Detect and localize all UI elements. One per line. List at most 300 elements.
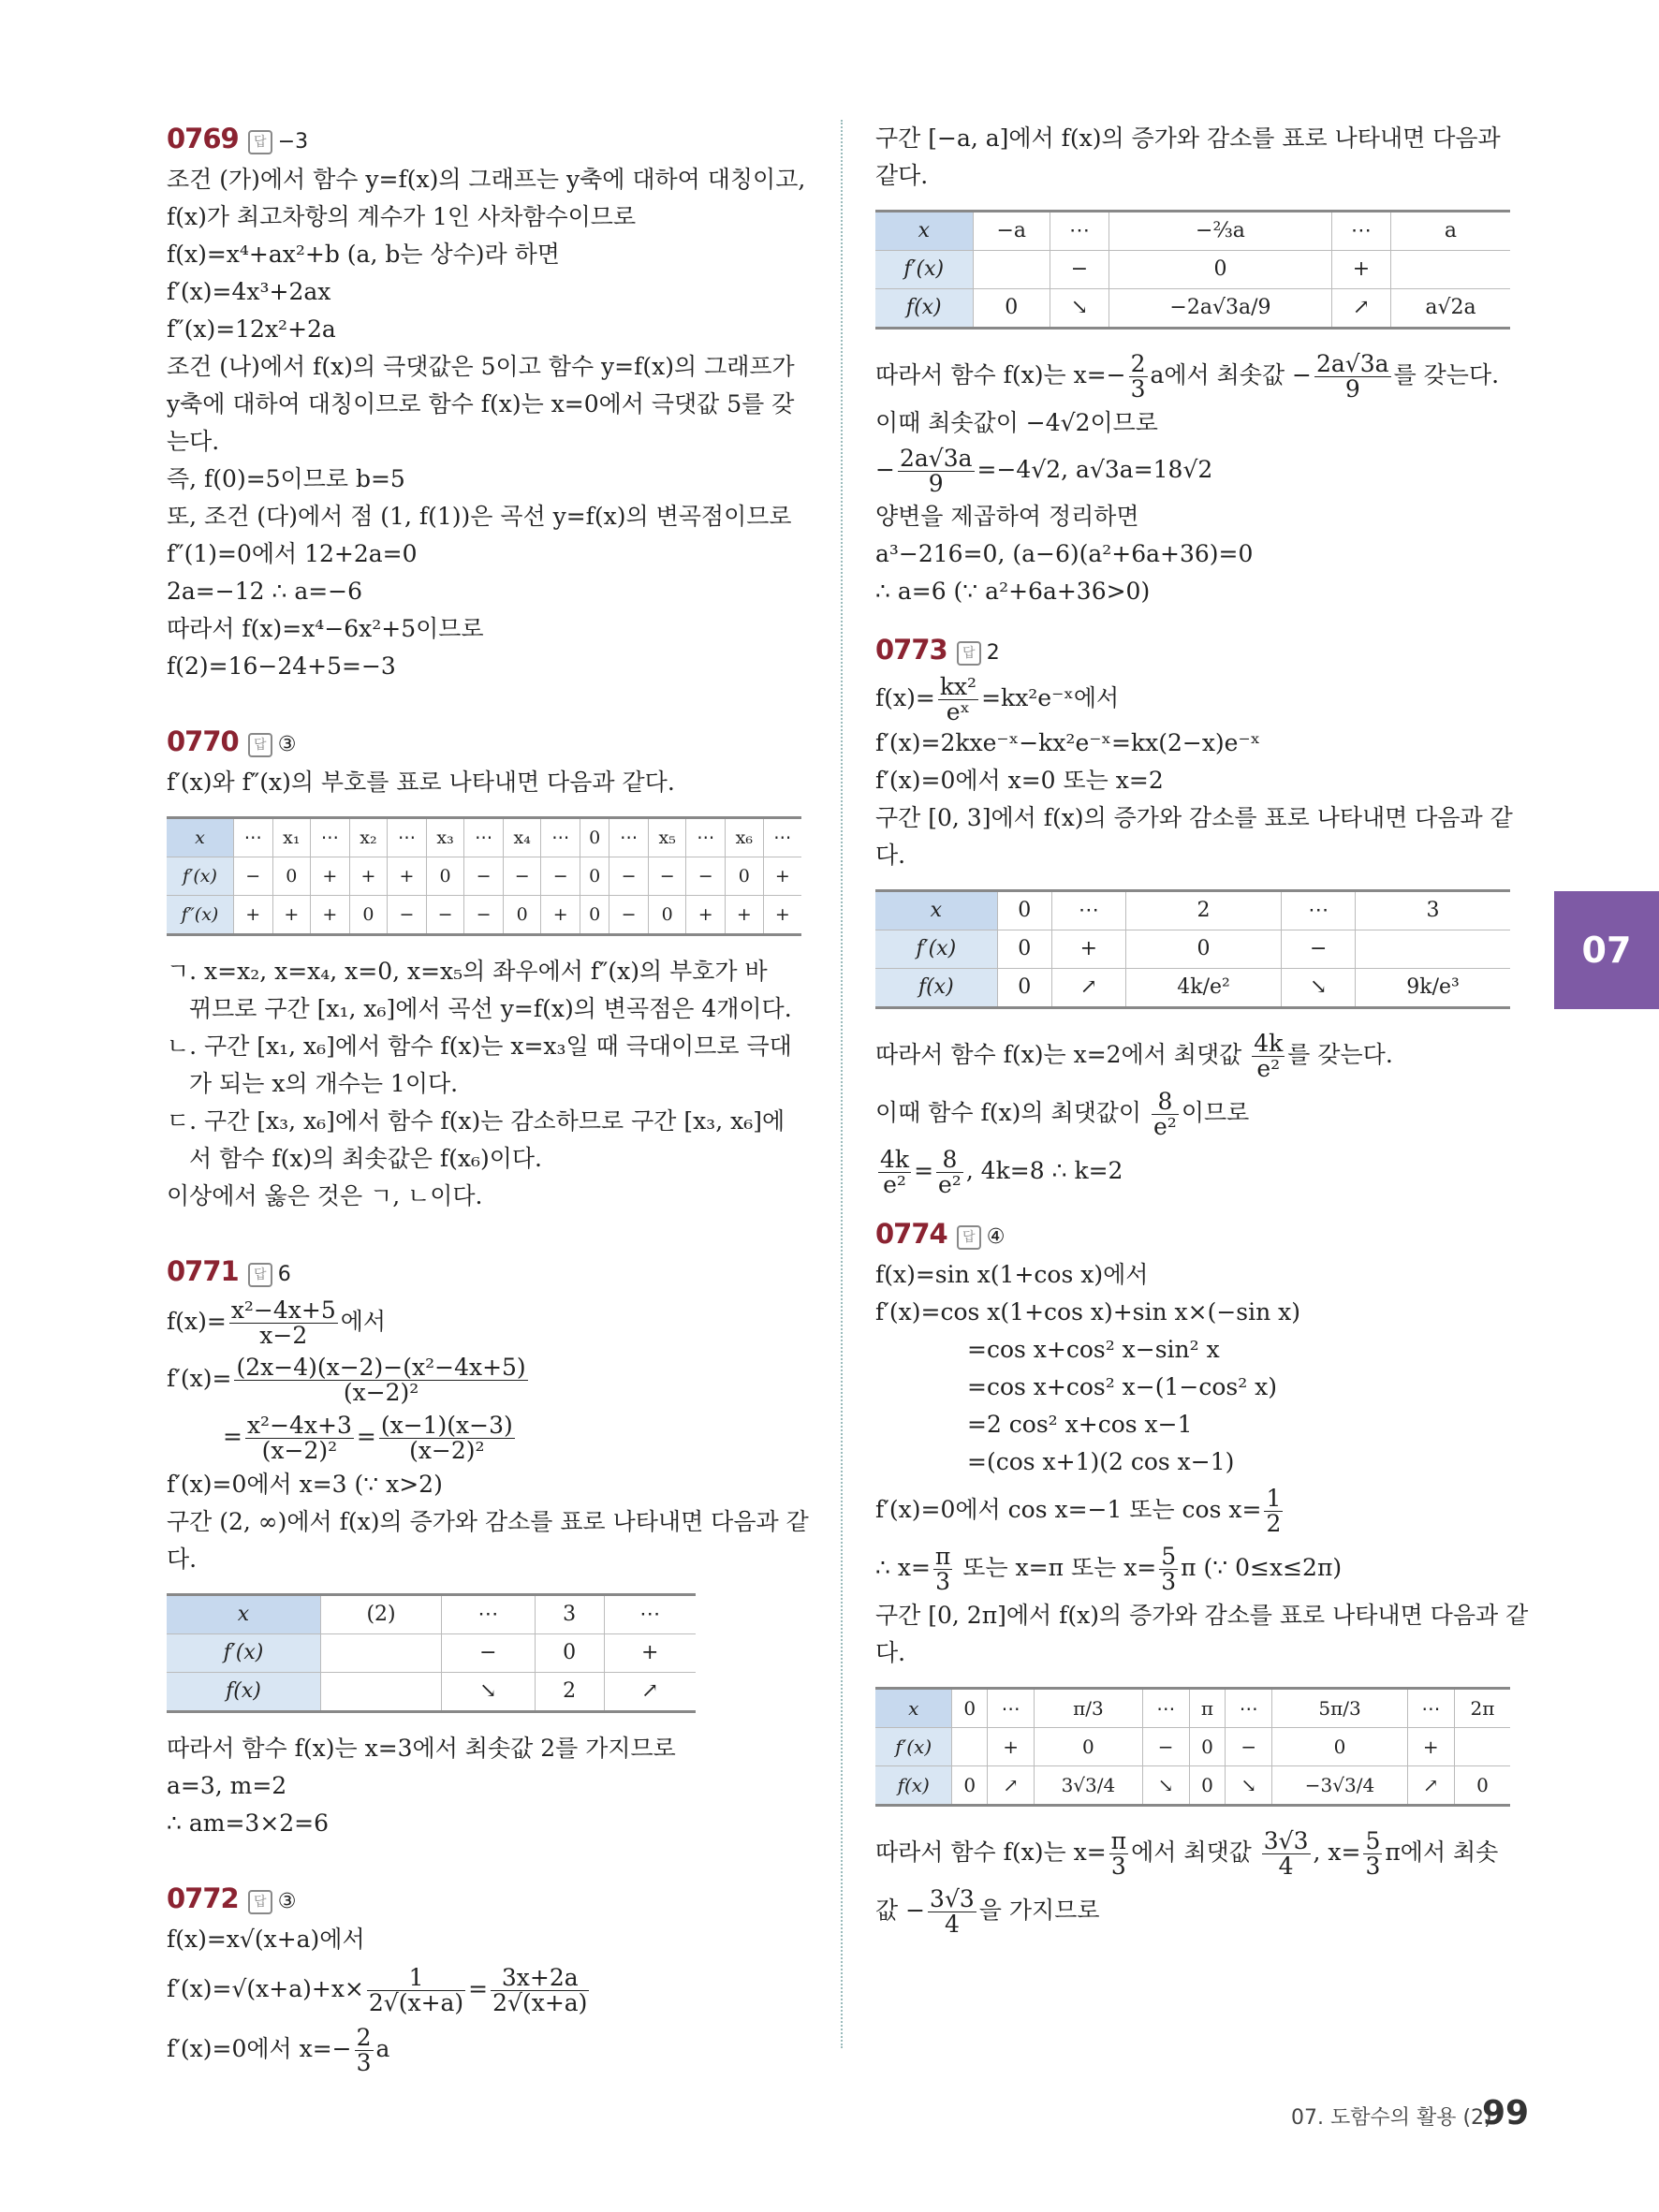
table-cell: x₄ — [503, 818, 541, 857]
denominator: 3 — [1110, 1853, 1126, 1880]
table-cell: ↗ — [1331, 289, 1390, 329]
text-line: y축에 대하여 대칭이므로 함수 f(x)는 x=0에서 극댓값 5를 갖 — [167, 390, 795, 417]
table-cell: − — [1282, 930, 1356, 969]
text-line: =(cos x+1)(2 cos x−1) — [967, 1448, 1235, 1475]
formula-text: 를 갖는다. — [1287, 1041, 1393, 1068]
table-cell: ↗ — [604, 1673, 696, 1712]
denominator: (x−2)² — [261, 1437, 338, 1464]
table-cell: + — [272, 896, 311, 935]
table-cell — [1356, 930, 1510, 969]
formula-line — [875, 1882, 1512, 1940]
table-cell: 0 — [426, 857, 464, 896]
table-cell: ⋯ — [1142, 1689, 1189, 1728]
row-header-cell: x — [167, 818, 233, 857]
formula-text: = — [914, 1157, 934, 1184]
numerator: 2a√3a — [1316, 350, 1389, 377]
problem-number: 0769 — [167, 123, 239, 154]
problem-0769-header — [167, 120, 803, 161]
text-line: 같다. — [875, 162, 929, 189]
row-header-cell: x — [875, 891, 997, 930]
text-line: f(x)=x⁴+ax²+b (a, b는 상수)라 하면 — [167, 241, 560, 268]
table-cell: + — [763, 896, 801, 935]
table-row — [875, 251, 1510, 289]
formula-text: f(x)= — [875, 684, 935, 711]
numerator: 8 — [936, 1148, 963, 1173]
text-line: 다. — [167, 1545, 198, 1573]
formula-text: a에서 최솟값 − — [1150, 361, 1312, 388]
text-line: 다. — [875, 1639, 906, 1666]
table-cell: − — [541, 857, 580, 896]
answer-value: −3 — [277, 130, 309, 154]
denominator: x−2 — [259, 1322, 308, 1349]
text-line: a=3, m=2 — [167, 1772, 287, 1799]
text-line: 구간 [0, 2π]에서 f(x)의 증가와 감소를 표로 나타내면 다음과 같 — [875, 1602, 1529, 1629]
table-cell: ↘ — [1282, 969, 1356, 1008]
formula-text: =kx²e⁻ˣ에서 — [981, 684, 1120, 711]
table-cell — [321, 1634, 442, 1673]
denominator: 3 — [1365, 1853, 1381, 1880]
table-cell: ⋯ — [233, 818, 272, 857]
table-cell: 3 — [1356, 891, 1510, 930]
text-line: a³−216=0, (a−6)(a²+6a+36)=0 — [875, 540, 1254, 567]
table-cell: ⋯ — [541, 818, 580, 857]
table-row — [875, 969, 1510, 1008]
row-header-cell: f′(x) — [875, 930, 997, 969]
formula-text: f′(x)=0에서 x=− — [167, 2035, 352, 2062]
text-line: =2 cos² x+cos x−1 — [967, 1411, 1193, 1438]
text-line: f″(x)=12x²+2a — [167, 315, 336, 343]
row-header-cell: x — [875, 212, 973, 251]
row-header-cell: x — [875, 1689, 952, 1728]
table-cell: − — [464, 857, 504, 896]
problem-0771-header — [167, 1252, 803, 1294]
table-cell: ⋯ — [1282, 891, 1356, 930]
table-cell: ⋯ — [763, 818, 801, 857]
right-column — [875, 120, 1529, 1940]
numerator: 3x+2a — [491, 1966, 589, 1991]
table-row — [875, 891, 1510, 930]
denominator: eˣ — [946, 698, 971, 725]
formula-line — [875, 346, 1512, 404]
formula-text: 에서 최댓값 — [1131, 1838, 1259, 1866]
table-cell: + — [349, 857, 388, 896]
table-cell: π/3 — [1035, 1689, 1142, 1728]
text-line: 다. — [875, 842, 906, 869]
answer-value: 6 — [277, 1263, 291, 1286]
formula-line — [875, 1026, 1512, 1084]
table-row — [167, 1673, 696, 1712]
table-cell: 0 — [1189, 1728, 1225, 1766]
formula-text: − — [875, 456, 895, 483]
table-cell: (2) — [321, 1595, 442, 1634]
answer-icon: 답 — [957, 1225, 981, 1250]
formula-text: π에서 최솟 — [1385, 1838, 1499, 1866]
text-line: f″(1)=0에서 12+2a=0 — [167, 540, 418, 567]
text-line: ㄷ. 구간 [x₃, x₆]에서 함수 f(x)는 감소하므로 구간 [x₃, x₆]에 — [167, 1107, 785, 1135]
problem-0774-header — [875, 1215, 1512, 1256]
text-line: 양변을 제곱하여 정리하면 — [875, 503, 1139, 530]
numerator: 1 — [367, 1966, 465, 1991]
table-cell: − — [388, 896, 427, 935]
table-cell: + — [686, 896, 726, 935]
denominator: e² — [883, 1171, 906, 1198]
table-cell: 3√3/4 — [1035, 1766, 1142, 1806]
table-cell — [1390, 251, 1510, 289]
table-row — [875, 930, 1510, 969]
denominator: e² — [1256, 1055, 1281, 1082]
denominator: 4 — [1278, 1853, 1294, 1880]
table-cell: ⋯ — [311, 818, 350, 857]
text-line: 서 함수 f(x)의 최솟값은 f(x₆)이다. — [189, 1145, 542, 1172]
table-cell: − — [1226, 1728, 1272, 1766]
formula-text: 따라서 함수 f(x)는 x= — [875, 1838, 1107, 1866]
row-header-cell: f′(x) — [167, 1634, 321, 1673]
text-line: f(x)=sin x(1+cos x)에서 — [875, 1261, 1149, 1288]
formula-text: f(x)= — [167, 1308, 227, 1335]
table-cell: 0 — [997, 930, 1051, 969]
row-header-cell: f(x) — [875, 1766, 952, 1806]
text-line: ∴ am=3×2=6 — [167, 1809, 330, 1837]
formula-text: 를 갖는다. — [1393, 361, 1500, 388]
table-cell: 0 — [580, 857, 609, 896]
table-cell: − — [426, 896, 464, 935]
table-cell: 0 — [997, 969, 1051, 1008]
fraction — [229, 1298, 338, 1348]
table-cell: 9k/e³ — [1356, 969, 1510, 1008]
formula-text: = — [223, 1423, 242, 1450]
text-line: 2a=−12 ∴ a=−6 — [167, 578, 363, 605]
fraction — [234, 1355, 527, 1405]
formula-text: 을 가지므로 — [978, 1897, 1100, 1924]
row-header-cell: f(x) — [167, 1673, 321, 1712]
formula-text: 따라서 함수 f(x)는 x=2에서 최댓값 — [875, 1041, 1250, 1068]
problem-0770-header — [167, 723, 803, 764]
table-cell: x₂ — [349, 818, 388, 857]
formula-text: a — [375, 2035, 390, 2062]
table-cell: + — [1052, 930, 1126, 969]
formula-text: 이때 함수 f(x)의 최댓값이 — [875, 1099, 1149, 1126]
text-line: =cos x+cos² x−sin² x — [967, 1336, 1220, 1363]
numerator: 4k — [880, 1146, 910, 1173]
table-row — [875, 289, 1510, 329]
answer-value: ③ — [277, 733, 297, 756]
text-line: 뀌므로 구간 [x₁, x₆]에서 곡선 y=f(x)의 변곡점은 4개이다. — [189, 995, 792, 1022]
table-cell: 2π — [1454, 1689, 1510, 1728]
answer-value: 2 — [986, 641, 1000, 665]
table-cell: − — [503, 857, 541, 896]
row-header-cell: f′(x) — [875, 1728, 952, 1766]
table-cell: 2 — [1125, 891, 1282, 930]
table-row — [875, 212, 1510, 251]
table-cell: − — [1050, 251, 1109, 289]
row-header-cell: f(x) — [875, 289, 973, 329]
table-cell: −2a√3a/9 — [1108, 289, 1331, 329]
numerator: 3√3 — [1263, 1827, 1309, 1854]
fraction — [928, 1887, 976, 1937]
formula-line — [875, 1084, 1512, 1142]
formula-line — [875, 1142, 1512, 1200]
table-cell — [321, 1673, 442, 1712]
formula-line — [167, 1350, 803, 1408]
left-column — [167, 120, 809, 2078]
table-cell: + — [388, 857, 427, 896]
numerator: 2 — [356, 2024, 372, 2051]
table-cell: 4k/e² — [1125, 969, 1282, 1008]
formula-line — [875, 442, 1512, 498]
table-cell: ↘ — [1050, 289, 1109, 329]
formula-text: 이므로 — [1181, 1099, 1250, 1126]
numerator: kx² — [939, 673, 977, 700]
denominator: 9 — [1344, 375, 1360, 403]
fraction — [1314, 352, 1391, 402]
problem-number: 0770 — [167, 725, 239, 757]
text-line: f′(x)와 f″(x)의 부호를 표로 나타내면 다음과 같다. — [167, 769, 675, 796]
text-line: 구간 [0, 3]에서 f(x)의 증가와 감소를 표로 나타내면 다음과 같 — [875, 804, 1513, 831]
table-cell: 0 — [952, 1766, 988, 1806]
table-cell: ↗ — [988, 1766, 1035, 1806]
table-cell: 3 — [535, 1595, 604, 1634]
row-header-cell: f″(x) — [167, 896, 233, 935]
denominator: e² — [938, 1171, 962, 1198]
table-cell: ↘ — [442, 1673, 536, 1712]
table-cell: ⋯ — [1226, 1689, 1272, 1728]
text-line: 또, 조건 (다)에서 점 (1, f(1))은 곡선 y=f(x)의 변곡점이므로 — [167, 503, 792, 530]
formula-line — [167, 1958, 803, 2020]
formula-line — [167, 2020, 803, 2078]
answer-value: ③ — [277, 1890, 297, 1913]
fraction — [367, 1966, 465, 2015]
page-number: 99 — [1482, 2094, 1530, 2132]
table-cell: x₃ — [426, 818, 464, 857]
problem-0772-header — [167, 1880, 803, 1921]
numerator: 8 — [1152, 1090, 1179, 1115]
table-cell: 0 — [997, 891, 1051, 930]
variation-table — [167, 1593, 696, 1713]
table-cell: − — [609, 896, 649, 935]
table-cell: ↗ — [1052, 969, 1126, 1008]
answer-value: ④ — [986, 1225, 1006, 1249]
text-line: f′(x)=4x³+2ax — [167, 278, 331, 305]
table-cell: 2 — [535, 1673, 604, 1712]
table-cell: − — [1142, 1728, 1189, 1766]
numerator: 5 — [1161, 1543, 1177, 1570]
text-line: 는다. — [167, 428, 220, 455]
table-cell: 0 — [349, 896, 388, 935]
table-row — [875, 1766, 1510, 1806]
numerator: 2 — [1130, 350, 1146, 377]
formula-line — [167, 1294, 803, 1350]
table-cell: x₆ — [726, 818, 764, 857]
footer-chapter: 07. 도함수의 활용 (2) — [1291, 2106, 1492, 2130]
text-line: f(x)=x√(x+a)에서 — [167, 1926, 365, 1953]
formula-line — [875, 1824, 1512, 1882]
table-cell: x₁ — [272, 818, 311, 857]
table-cell: ⋯ — [1407, 1689, 1454, 1728]
text-line: 이상에서 옳은 것은 ㄱ, ㄴ이다. — [167, 1182, 483, 1209]
text-line: 이때 최솟값이 −4√2이므로 — [875, 409, 1158, 436]
table-row — [167, 1634, 696, 1673]
table-cell: ⋯ — [686, 818, 726, 857]
table-cell: a√2a — [1390, 289, 1510, 329]
formula-text: , 4k=8 ∴ k=2 — [965, 1157, 1123, 1184]
table-cell: − — [609, 857, 649, 896]
table-cell: 0 — [1035, 1728, 1142, 1766]
table-cell: −3√3/4 — [1272, 1766, 1407, 1806]
denominator: 3 — [935, 1568, 951, 1595]
fraction — [1159, 1545, 1178, 1594]
text-line: f′(x)=0에서 x=0 또는 x=2 — [875, 767, 1164, 794]
problem-number: 0774 — [875, 1218, 947, 1250]
table-cell: 0 — [952, 1689, 988, 1728]
denominator: e² — [1153, 1113, 1177, 1140]
numerator: x²−4x+3 — [246, 1412, 352, 1439]
numerator: π — [1110, 1827, 1127, 1854]
text-line: ㄴ. 구간 [x₁, x₆]에서 함수 f(x)는 x=x₃일 때 극대이므로 극대 — [167, 1033, 792, 1060]
formula-text: 또는 x=π 또는 x= — [955, 1554, 1157, 1581]
table-cell: 0 — [1272, 1728, 1407, 1766]
formula-text: f′(x)=√(x+a)+x× — [167, 1975, 364, 2002]
denominator: 9 — [928, 470, 944, 497]
answer-icon: 답 — [248, 1890, 272, 1914]
table-cell: 0 — [1125, 930, 1282, 969]
table-cell: −⅔a — [1108, 212, 1331, 251]
fraction — [1262, 1829, 1311, 1879]
text-line: 구간 (2, ∞)에서 f(x)의 증가와 감소를 표로 나타내면 다음과 같 — [167, 1508, 809, 1535]
chapter-side-tab: 07 — [1554, 891, 1659, 1009]
formula-text: = — [356, 1423, 376, 1450]
table-row — [167, 1595, 696, 1634]
fraction — [1109, 1829, 1128, 1879]
table-cell: 0 — [1108, 251, 1331, 289]
numerator: (2x−4)(x−2)−(x²−4x+5) — [236, 1354, 526, 1381]
table-cell: a — [1390, 212, 1510, 251]
answer-icon: 답 — [248, 130, 272, 154]
numerator: 2a√3a — [899, 445, 973, 472]
formula-text: f′(x)=0에서 cos x=−1 또는 cos x= — [875, 1496, 1262, 1523]
table-cell: 0 — [1189, 1766, 1225, 1806]
table-cell: + — [988, 1728, 1035, 1766]
table-cell: ↗ — [1407, 1766, 1454, 1806]
table-row — [167, 896, 801, 935]
fraction — [491, 1966, 589, 2015]
fraction — [878, 1148, 911, 1197]
table-cell: + — [763, 857, 801, 896]
row-header-cell: x — [167, 1595, 321, 1634]
numerator: 5 — [1365, 1827, 1381, 1854]
table-cell: ↘ — [1142, 1766, 1189, 1806]
fraction — [933, 1545, 952, 1594]
text-line: 따라서 f(x)=x⁴−6x²+5이므로 — [167, 615, 484, 642]
fraction — [1152, 1090, 1179, 1139]
fraction — [1264, 1487, 1283, 1536]
sign-table — [167, 816, 801, 936]
denominator: (x−2)² — [409, 1437, 485, 1464]
fraction — [936, 1148, 963, 1197]
table-cell: 0 — [503, 896, 541, 935]
table-cell: + — [311, 896, 350, 935]
table-row — [875, 1728, 1510, 1766]
formula-line — [875, 672, 1512, 725]
fraction — [898, 447, 975, 496]
problem-number: 0773 — [875, 634, 947, 666]
table-cell: ⋯ — [442, 1595, 536, 1634]
table-cell: 0 — [726, 857, 764, 896]
table-cell: ⋯ — [609, 818, 649, 857]
table-cell: + — [604, 1634, 696, 1673]
denominator: 3 — [1130, 375, 1146, 403]
table-cell: 0 — [973, 289, 1050, 329]
denominator: 2√(x+a) — [492, 1989, 588, 2016]
table-cell: − — [233, 857, 272, 896]
answer-icon: 답 — [248, 733, 272, 757]
table-cell: 0 — [648, 896, 686, 935]
table-cell: 0 — [1454, 1766, 1510, 1806]
formula-text: π (∵ 0≤x≤2π) — [1181, 1554, 1343, 1581]
formula-text: =−4√2, a√3a=18√2 — [976, 456, 1213, 483]
table-cell: 0 — [272, 857, 311, 896]
fraction — [1129, 352, 1148, 402]
formula-line — [875, 1539, 1512, 1597]
numerator: 3√3 — [930, 1885, 975, 1912]
table-cell: ⋯ — [1331, 212, 1390, 251]
numerator: π — [934, 1543, 951, 1570]
row-header-cell: f′(x) — [167, 857, 233, 896]
table-cell: − — [464, 896, 504, 935]
answer-icon: 답 — [248, 1263, 272, 1287]
denominator: 4 — [944, 1911, 960, 1938]
row-header-cell: f′(x) — [875, 251, 973, 289]
text-line: ㄱ. x=x₂, x=x₄, x=0, x=x₅의 좌우에서 f″(x)의 부호가 바 — [167, 958, 768, 985]
formula-text: 값 − — [875, 1897, 926, 1924]
text-line: f(2)=16−24+5=−3 — [167, 652, 396, 680]
table-cell — [952, 1728, 988, 1766]
table-cell: + — [233, 896, 272, 935]
table-cell — [1454, 1728, 1510, 1766]
text-line: 따라서 함수 f(x)는 x=3에서 최솟값 2를 가지므로 — [167, 1735, 676, 1762]
numerator: (x−1)(x−3) — [380, 1412, 513, 1439]
table-cell: ⋯ — [464, 818, 504, 857]
formula-text: , x= — [1313, 1838, 1361, 1866]
table-cell: + — [311, 857, 350, 896]
text-line: 즉, f(0)=5이므로 b=5 — [167, 465, 405, 492]
variation-table — [875, 1687, 1510, 1807]
table-cell: ↘ — [1226, 1766, 1272, 1806]
text-line: f′(x)=cos x(1+cos x)+sin x×(−sin x) — [875, 1298, 1300, 1326]
table-cell: 5π/3 — [1272, 1689, 1407, 1728]
fraction — [355, 2026, 374, 2075]
text-line: f(x)가 최고차항의 계수가 1인 사차함수이므로 — [167, 203, 637, 230]
table-cell: ⋯ — [388, 818, 427, 857]
problem-number: 0772 — [167, 1882, 239, 1914]
table-cell: 0 — [535, 1634, 604, 1673]
fraction — [938, 675, 978, 725]
denominator: 3 — [356, 2049, 372, 2076]
table-cell: ⋯ — [1050, 212, 1109, 251]
text-line: f′(x)=0에서 x=3 (∵ x>2) — [167, 1471, 443, 1498]
text-line: 가 되는 x의 개수는 1이다. — [189, 1070, 459, 1097]
text-line: 구간 [−a, a]에서 f(x)의 증가와 감소를 표로 나타내면 다음과 — [875, 125, 1501, 152]
table-cell: 0 — [580, 818, 609, 857]
text-line: ∴ a=6 (∵ a²+6a+36>0) — [875, 578, 1151, 605]
table-cell: + — [726, 896, 764, 935]
answer-icon: 답 — [957, 641, 981, 666]
formula-line — [167, 1408, 803, 1466]
formula-line — [875, 1481, 1512, 1539]
text-line: 조건 (나)에서 f(x)의 극댓값은 5이고 함수 y=f(x)의 그래프가 — [167, 353, 795, 380]
text-line: =cos x+cos² x−(1−cos² x) — [967, 1373, 1278, 1400]
table-cell: − — [442, 1634, 536, 1673]
problem-0773-header — [875, 631, 1512, 672]
